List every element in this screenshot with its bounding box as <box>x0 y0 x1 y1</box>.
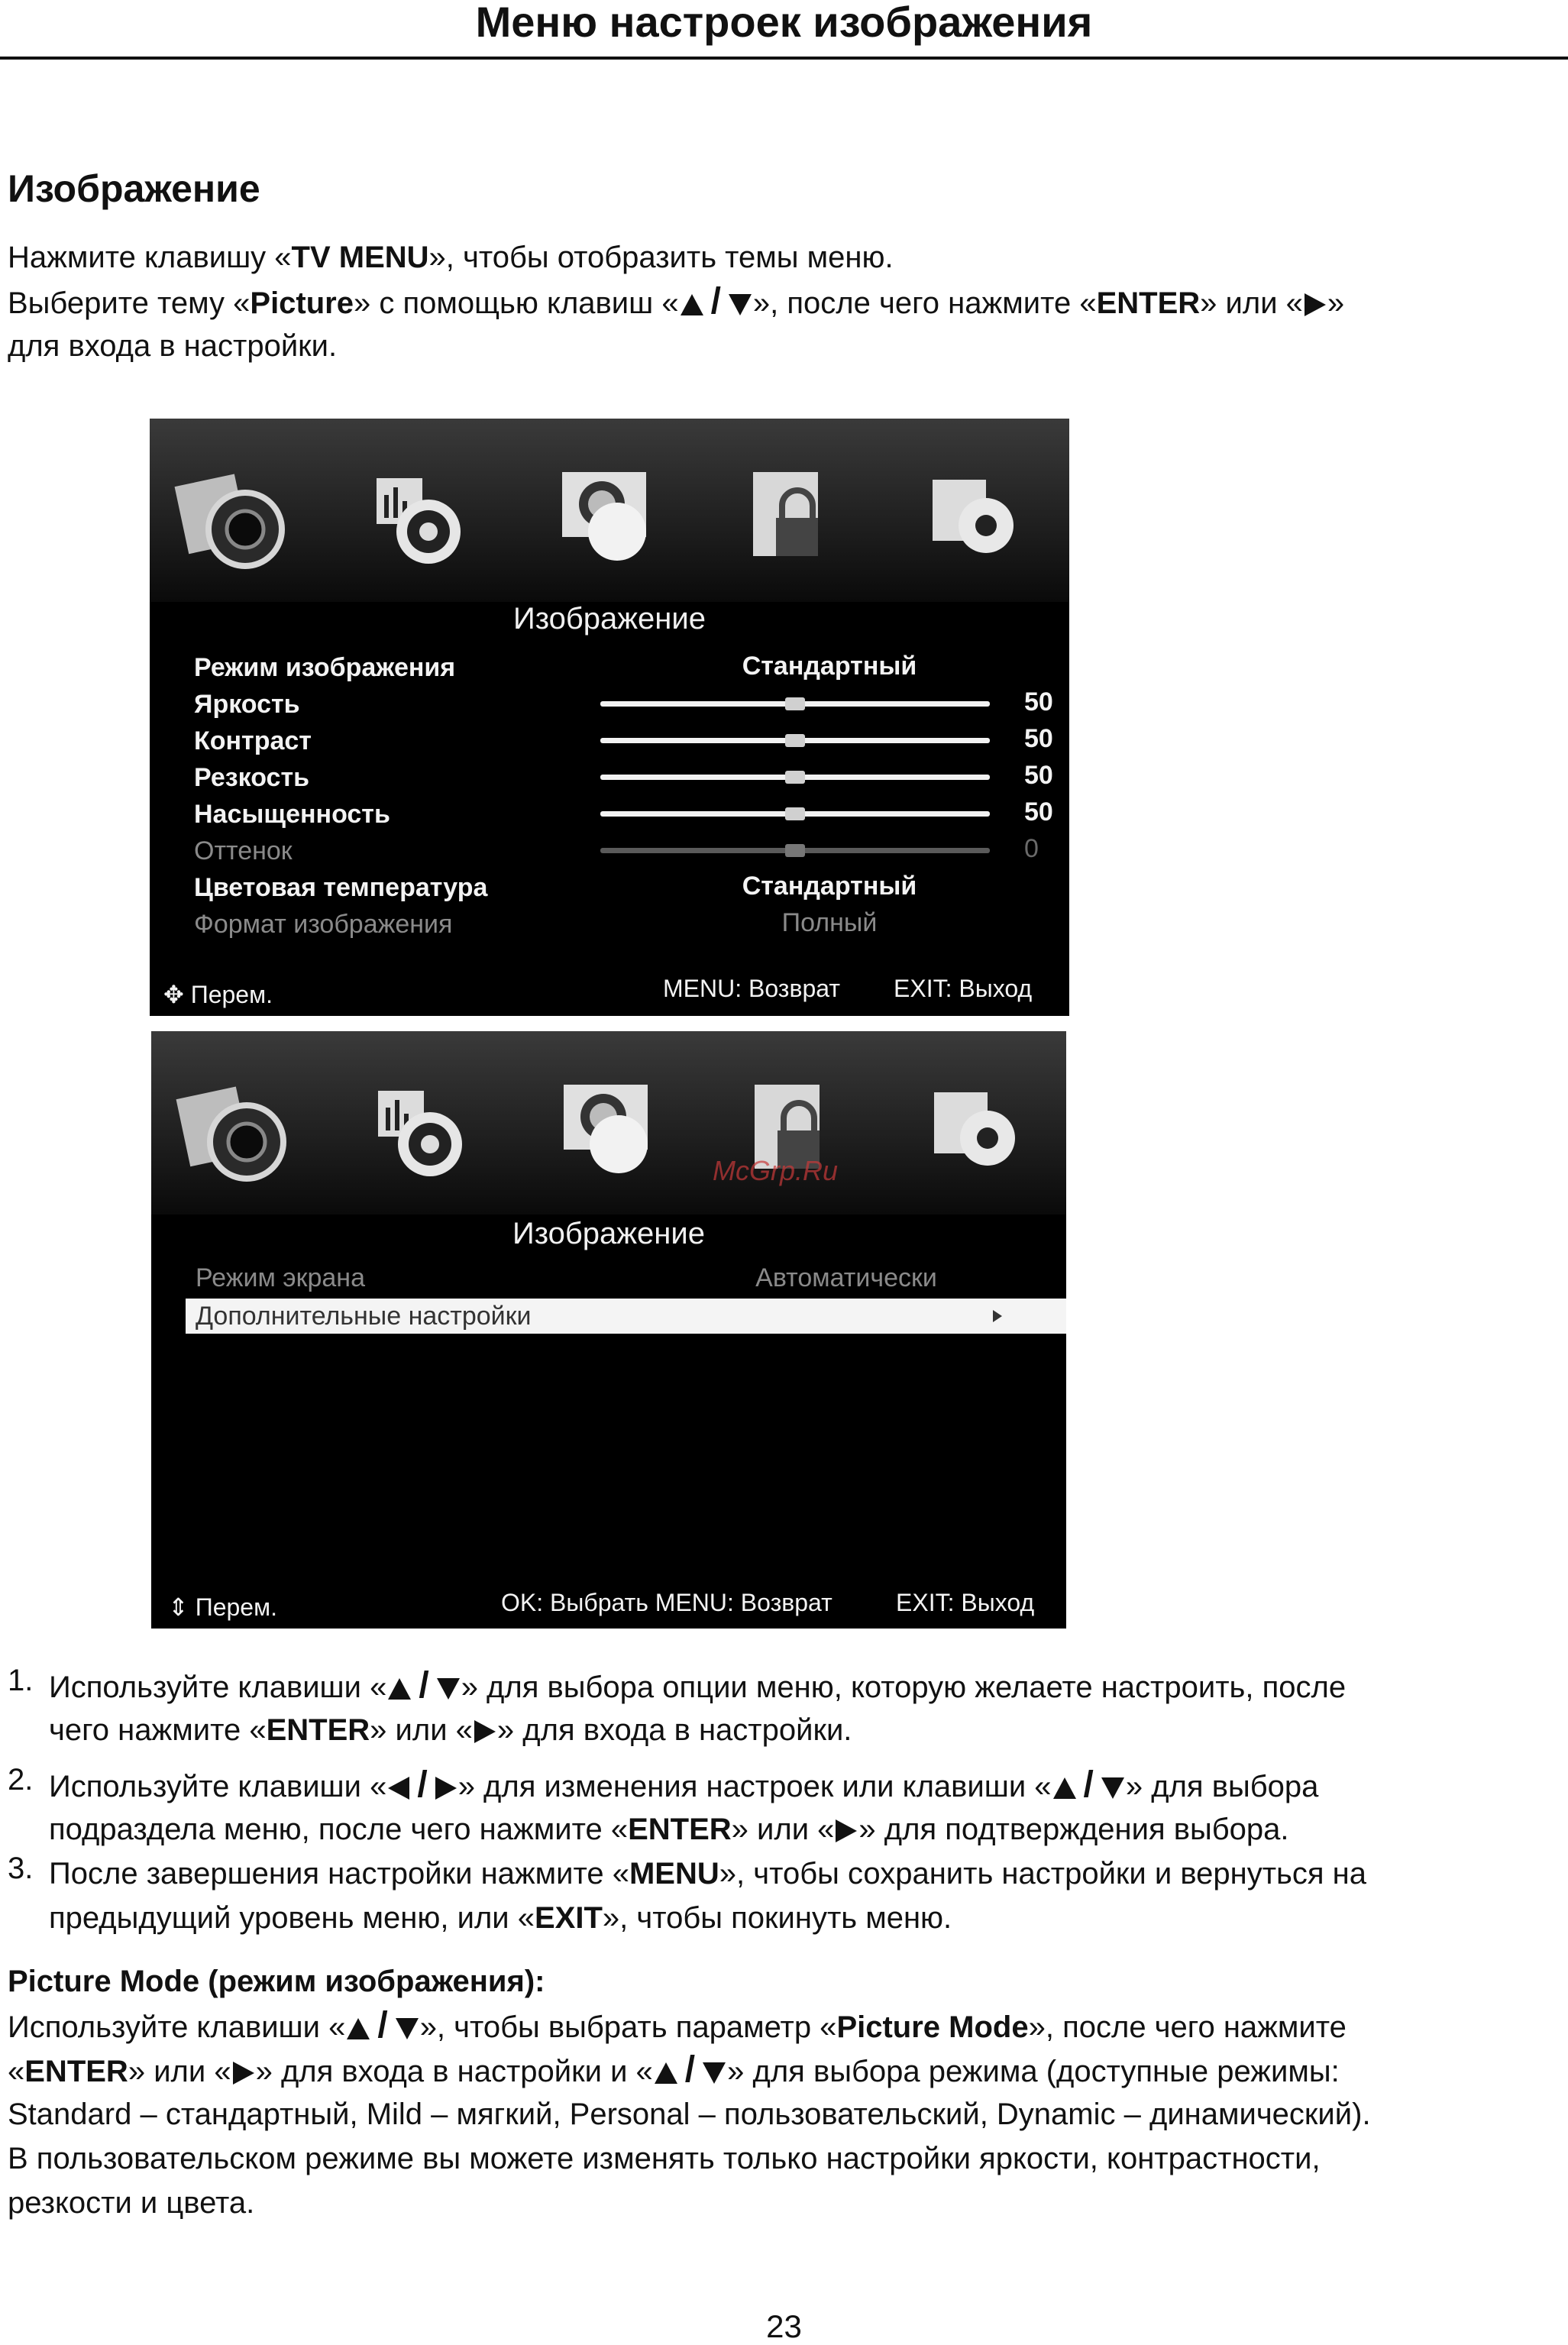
settings-icon <box>923 1077 1037 1184</box>
text: « <box>8 2055 25 2088</box>
screen-mode-label[interactable]: Режим экрана <box>196 1263 365 1292</box>
slider-knob <box>785 844 805 857</box>
down-arrow-icon <box>1101 1777 1124 1799</box>
submenu-arrow-icon <box>993 1310 1002 1322</box>
slash-icon: / <box>419 1665 429 1706</box>
text: » <box>1327 286 1345 320</box>
nav-hint: Перем. <box>195 1593 277 1621</box>
text: » для выбора режима (доступные режимы: <box>727 2055 1340 2088</box>
right-arrow-icon <box>1305 293 1326 316</box>
up-arrow-icon <box>681 294 703 315</box>
step-3-line-1 <box>49 1852 1366 1896</box>
left-arrow-icon <box>388 1777 409 1800</box>
enter-key: ENTER <box>24 2055 128 2088</box>
text: », чтобы сохранить настройки и вернуться на <box>719 1857 1366 1891</box>
header-divider <box>0 57 1568 60</box>
picture-mode-line-1 <box>8 2004 1347 2049</box>
sharpness-slider[interactable] <box>600 775 990 780</box>
step-2-number: 2. <box>8 1763 34 1797</box>
page-header-title: Меню настроек изображения <box>475 0 1093 46</box>
aspect-value: Полный <box>781 908 878 937</box>
text: Используйте клавиши « <box>8 2010 346 2044</box>
sound-icon <box>367 464 482 571</box>
tv-screenshot-advanced-menu <box>151 1031 1066 1629</box>
channel-icon <box>556 1077 671 1184</box>
slash-icon: / <box>417 1764 428 1805</box>
text: » для выбора опции меню, которую желаете настроить, после <box>461 1671 1347 1704</box>
text: чего нажмите « <box>49 1713 267 1747</box>
hue-slider <box>600 848 990 853</box>
step-1-line-1 <box>49 1664 1346 1709</box>
text: », после чего нажмите <box>1028 2010 1347 2044</box>
text: Используйте клавиши « <box>49 1671 387 1704</box>
picture-icon <box>174 1077 289 1184</box>
contrast-label[interactable]: Контраст <box>194 726 312 755</box>
enter-key: ENTER <box>628 1813 732 1846</box>
saturation-label[interactable]: Насыщенность <box>194 800 390 829</box>
picture-key: Picture <box>250 286 354 320</box>
picture-mode-key: Picture Mode <box>836 2010 1029 2044</box>
intro-line-3: для входа в настройки. <box>8 329 338 363</box>
text: » для входа в настройки и « <box>255 2055 653 2088</box>
intro-line-2 <box>8 280 1344 325</box>
footer-nav <box>163 980 273 1009</box>
enter-key: ENTER <box>266 1713 370 1747</box>
watermark: McGrp.Ru <box>713 1155 839 1186</box>
picture-mode-line-3: Standard – стандартный, Mild – мягкий, Personal – пользовательский, Dynamic – динамический). <box>8 2098 1371 2131</box>
tv-menu-key: TV MENU <box>291 241 429 274</box>
text: предыдущий уровень меню, или « <box>49 1901 535 1935</box>
nav-hint: Перем. <box>190 981 273 1008</box>
text: » или « <box>731 1813 835 1846</box>
picture-mode-label[interactable]: Режим изображения <box>194 653 456 682</box>
text: После завершения настройки нажмите « <box>49 1857 629 1891</box>
text: », чтобы выбрать параметр « <box>419 2010 837 2044</box>
footer-nav <box>168 1593 277 1622</box>
text: » или « <box>128 2055 231 2088</box>
slash-icon: / <box>710 281 721 322</box>
step-1-number: 1. <box>8 1664 34 1697</box>
color-temp-label[interactable]: Цветовая температура <box>194 873 488 902</box>
down-arrow-icon <box>729 294 752 315</box>
sharpness-label[interactable]: Резкость <box>194 763 309 792</box>
text: » с помощью клавиш « <box>354 286 679 320</box>
advanced-settings-label[interactable]: Дополнительные настройки <box>196 1302 532 1331</box>
settings-icon <box>921 464 1036 571</box>
up-down-icon: ⇕ <box>168 1593 196 1621</box>
text: Используйте клавиши « <box>49 1770 387 1803</box>
screen-mode-value: Автоматически <box>755 1263 937 1292</box>
footer-menu-back: MENU: Возврат <box>663 975 840 1002</box>
text: » для входа в настройки. <box>496 1713 852 1747</box>
footer-exit: EXIT: Выход <box>896 1589 1035 1616</box>
menu-title: Изображение <box>513 602 706 636</box>
color-temp-value: Стандартный <box>742 872 917 901</box>
footer-exit: EXIT: Выход <box>894 975 1033 1002</box>
right-arrow-icon <box>836 1819 857 1842</box>
slider-knob[interactable] <box>785 697 805 710</box>
saturation-slider[interactable] <box>600 811 990 817</box>
slider-knob[interactable] <box>785 771 805 784</box>
right-arrow-icon <box>435 1777 457 1800</box>
picture-icon <box>173 464 287 571</box>
brightness-value: 50 <box>1024 687 1053 716</box>
step-3-line-2 <box>49 1896 952 1940</box>
footer-ok-menu: OK: Выбрать MENU: Возврат <box>501 1589 832 1616</box>
contrast-slider[interactable] <box>600 738 990 743</box>
sound-icon <box>369 1077 483 1184</box>
slash-icon: / <box>377 2005 388 2046</box>
text: », чтобы покинуть меню. <box>602 1901 952 1935</box>
up-arrow-icon <box>1053 1777 1076 1799</box>
aspect-label: Формат изображения <box>194 910 453 939</box>
tv-screenshot-picture-menu <box>150 419 1069 1016</box>
down-arrow-icon <box>396 2018 419 2039</box>
text: » для изменения настроек или клавиши « <box>457 1770 1052 1803</box>
slash-icon: / <box>684 2049 696 2090</box>
brightness-label[interactable]: Яркость <box>194 690 300 719</box>
text: », чтобы отобразить темы меню. <box>428 241 894 274</box>
text: Нажмите клавишу « <box>8 241 292 274</box>
step-2-line-2 <box>49 1807 1289 1852</box>
enter-key: ENTER <box>1096 286 1201 320</box>
saturation-value: 50 <box>1024 797 1053 826</box>
step-2-line-1 <box>49 1763 1318 1809</box>
step-1-line-2 <box>49 1708 852 1752</box>
picture-mode-line-2 <box>8 2048 1340 2094</box>
picture-mode-heading: Picture Mode (режим изображения): <box>8 1965 545 1998</box>
up-arrow-icon <box>655 2062 677 2084</box>
sharpness-value: 50 <box>1024 761 1053 790</box>
text: подраздела меню, после чего нажмите « <box>49 1813 629 1846</box>
text: » для выбора <box>1125 1770 1319 1803</box>
down-arrow-icon <box>437 1678 460 1700</box>
hue-value: 0 <box>1024 834 1039 863</box>
picture-mode-line-4: В пользовательском режиме вы можете изменять только настройки яркости, контрастности, <box>8 2142 1321 2175</box>
text: » или « <box>370 1713 473 1747</box>
move-icon: ✥ <box>163 981 191 1008</box>
slider-knob[interactable] <box>785 734 805 747</box>
step-3-number: 3. <box>8 1852 34 1885</box>
picture-mode-value: Стандартный <box>742 652 917 681</box>
up-arrow-icon <box>388 1678 411 1700</box>
slider-knob[interactable] <box>785 807 805 820</box>
right-arrow-icon <box>233 2062 254 2085</box>
up-arrow-icon <box>347 2018 370 2039</box>
menu-title: Изображение <box>512 1217 705 1250</box>
text: », после чего нажмите « <box>752 286 1097 320</box>
exit-key: EXIT <box>535 1901 603 1935</box>
picture-mode-line-5: резкости и цвета. <box>8 2186 255 2220</box>
section-title: Изображение <box>8 167 260 210</box>
hue-label: Оттенок <box>194 836 293 865</box>
brightness-slider[interactable] <box>600 701 990 707</box>
text: » или « <box>1200 286 1303 320</box>
slash-icon: / <box>1083 1764 1094 1805</box>
right-arrow-icon <box>474 1720 496 1743</box>
contrast-value: 50 <box>1024 724 1053 753</box>
page-number: 23 <box>766 2308 802 2344</box>
lock-icon <box>738 464 852 571</box>
text: Выберите тему « <box>8 286 251 320</box>
menu-key: MENU <box>629 1857 719 1891</box>
intro-line-1 <box>8 235 894 280</box>
text: » для подтверждения выбора. <box>858 1813 1289 1846</box>
down-arrow-icon <box>703 2062 726 2084</box>
channel-icon <box>554 464 669 571</box>
